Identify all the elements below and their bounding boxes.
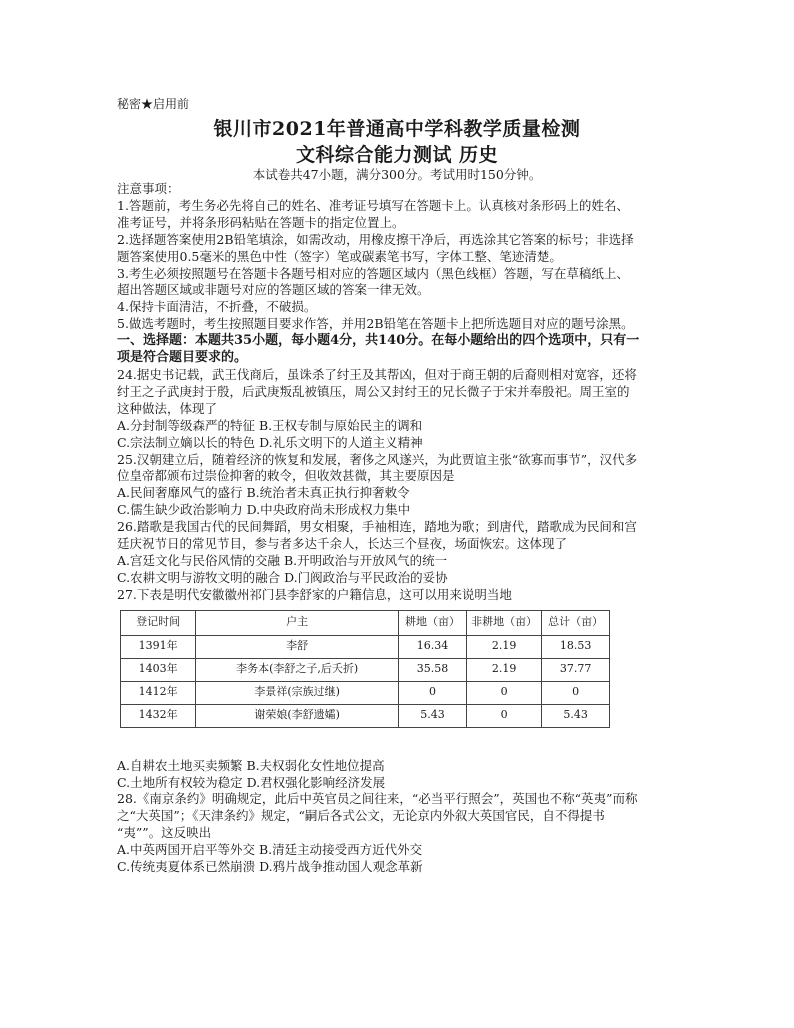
notes-heading: 注意事项：	[117, 181, 180, 196]
table-cell: 李景祥(宗族过继)	[196, 681, 399, 704]
household-table-wrapper	[117, 608, 617, 754]
question-line: 位皇帝都颁布过崇俭抑奢的敕令，但收效甚微，其主要原因是	[117, 468, 455, 484]
table-cell: 谢荣娘(李舒遗孀)	[196, 704, 399, 727]
question-line: 廷庆祝节日的常见节目，参与者多达千余人，长达三个昼夜，场面恢宏。这体现了	[117, 536, 568, 552]
option-line: A.中英两国开启平等外交 B.清廷主动接受西方近代外交	[117, 842, 423, 858]
note-line: 题答案使用0.5毫米的黑色中性（签字）笔或碳素笔书写，字体工整、笔迹清楚。	[117, 248, 562, 264]
question-line: 25.汉朝建立后，随着经济的恢复和发展，奢侈之风遂兴，为此贾谊主张“欲寡而事节”，汉代多	[117, 451, 638, 467]
question-line: 28.《南京条约》明确规定，此后中英官员之间往来，“必当平行照会”，英国也不称“英夷”而称	[117, 791, 638, 807]
table-cell: 5.43	[399, 704, 467, 727]
note-line: 4.保持卡面清洁，不折叠，不破损。	[117, 299, 317, 315]
note-line: 1.答题前，考生务必先将自己的姓名、准考证号填写在答题卡上。认真核对条形码上的姓名、	[117, 197, 629, 213]
table-header-cell: 登记时间	[121, 610, 196, 635]
option-line: A.自耕农土地买卖频繁 B.夫权弱化女性地位提高	[117, 757, 385, 773]
question-line: 24.据史书记载，武王伐商后，虽诛杀了纣王及其帮凶，但对于商王朝的后裔则相对宽容，还将	[117, 366, 637, 382]
table-row	[121, 658, 610, 681]
table-header-cell: 非耕地（亩）	[466, 610, 541, 635]
table-row	[121, 635, 610, 658]
table-header-cell: 总计（亩）	[542, 610, 610, 635]
table-cell: 2.19	[466, 635, 541, 658]
table-cell: 18.53	[542, 635, 610, 658]
table-header-row	[121, 610, 610, 635]
option-line: A.宫廷文化与民俗风情的交融 B.开明政治与开放风气的统一	[117, 552, 448, 568]
secret-label: 秘密★启用前	[117, 97, 190, 111]
table-cell: 2.19	[466, 658, 541, 681]
table-header-cell: 耕地（亩）	[399, 610, 467, 635]
exam-subtitle: 文科综合能力测试 历史	[295, 144, 499, 166]
table-cell: 1412年	[121, 681, 196, 704]
table-cell: 37.77	[542, 658, 610, 681]
question-line: 之“大英国”；《天津条约》规定，“嗣后各式公文，无论京内外叙大英国官民，自不得提书	[117, 808, 605, 824]
question-line: “夷””。这反映出	[117, 825, 212, 841]
table-cell: 1432年	[121, 704, 196, 727]
option-line: C.宗法制立嫡以长的特色 D.礼乐文明下的人道主义精神	[117, 434, 423, 450]
question-line: 27.下表是明代安徽徽州祁门县李舒家的户籍信息，这可以用来说明当地	[117, 586, 512, 602]
section-heading: 一、选择题：本题共35小题，每小题4分，共140分。在每小题给出的四个选项中，只有一	[117, 333, 640, 349]
section-heading: 项是符合题目要求的。	[117, 350, 248, 366]
exam-content	[117, 181, 683, 876]
note-line: 5.做选考题时，考生按照题目要求作答，并用2B铅笔在答题卡上把所选题目对应的题号涂黑。	[117, 316, 634, 332]
note-line: 准考证号，并将条形码粘贴在答题卡的指定位置上。	[117, 214, 405, 230]
option-line: C.土地所有权较为稳定 D.君权强化影响经济发展	[117, 774, 386, 790]
table-cell: 李舒	[196, 635, 399, 658]
option-line: C.儒生缺少政治影响力 D.中央政府尚未形成权力集中	[117, 502, 411, 518]
option-line: A.分封制等级森严的特征 B.王权专制与原始民主的调和	[117, 417, 423, 433]
table-cell: 0	[542, 681, 610, 704]
table-cell: 35.58	[399, 658, 467, 681]
table-cell: 李务本(李舒之子,后夭折)	[196, 658, 399, 681]
table-cell: 5.43	[542, 704, 610, 727]
table-cell: 1391年	[121, 635, 196, 658]
option-line: A.民间奢靡风气的盛行 B.统治者未真正执行抑奢敕令	[117, 485, 410, 501]
exam-title: 银川市2021年普通高中学科教学质量检测	[213, 118, 581, 140]
note-line: 超出答题区域或非题号对应的答题区域的答案一律无效。	[117, 282, 430, 298]
table-cell: 16.34	[399, 635, 467, 658]
note-line: 2.选择题答案使用2B铅笔填涂，如需改动，用橡皮擦干净后，再选涂其它答案的标号；非选择	[117, 231, 634, 247]
table-row	[121, 681, 610, 704]
option-line: C.农耕文明与游牧文明的融合 D.门阀政治与平民政治的妥协	[117, 569, 448, 585]
table-header-cell: 户主	[196, 610, 399, 635]
table-row	[121, 704, 610, 727]
household-registry-table	[120, 610, 610, 728]
table-cell: 0	[399, 681, 467, 704]
question-line: 26.踏歌是我国古代的民间舞蹈，男女相聚，手袖相连，踏地为歌；到唐代，踏歌成为民间和宫	[117, 519, 637, 535]
question-line: 这种做法，体现了	[117, 400, 218, 416]
table-cell: 0	[466, 681, 541, 704]
question-line: 纣王之子武庚封于殷，后武庚叛乱被镇压，周公又封纣王的兄长微子于宋并奉殷祀。周王室的	[117, 383, 630, 399]
exam-info: 本试卷共47小题，满分300分。考试用时150分钟。	[252, 167, 542, 182]
option-line: C.传统夷夏体系已然崩溃 D.鸦片战争推动国人观念革新	[117, 859, 423, 875]
note-line: 3.考生必须按照题号在答题卡各题号相对应的答题区域内（黑色线框）答题，写在草稿纸上、	[117, 265, 629, 281]
table-cell: 1403年	[121, 658, 196, 681]
table-cell: 0	[466, 704, 541, 727]
